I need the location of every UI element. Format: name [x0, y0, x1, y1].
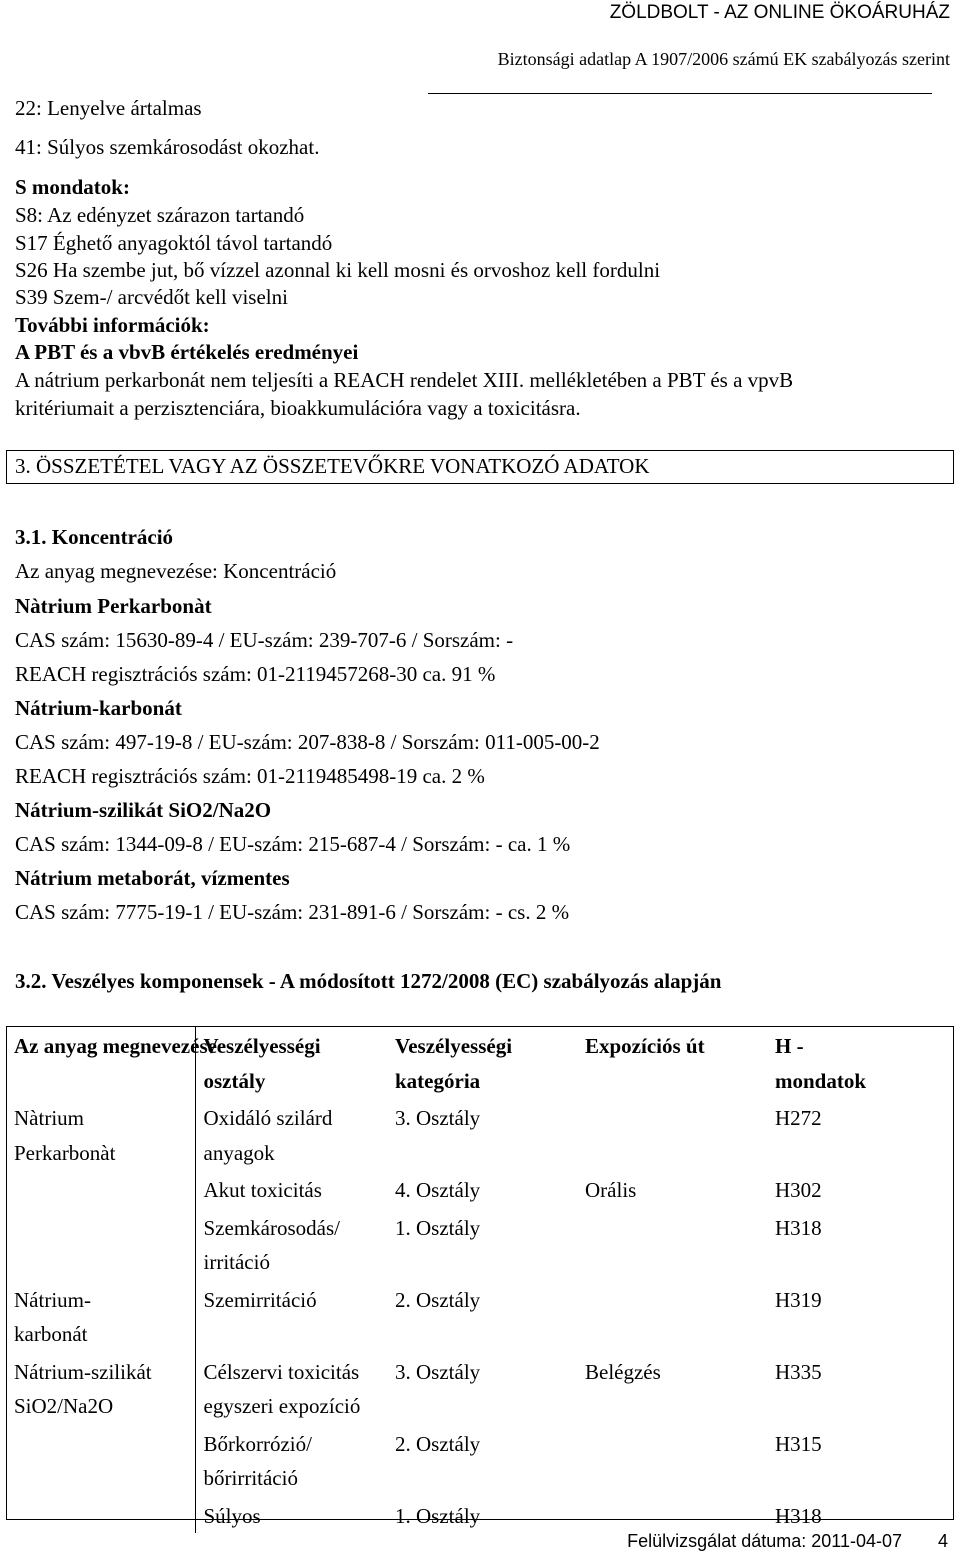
- header-hazard-class: [195, 1026, 387, 1098]
- hazard-category-cell: [387, 1496, 577, 1534]
- header-h-phrases: [767, 1026, 954, 1098]
- hazard-class-cell: [195, 1352, 387, 1424]
- substance-cell: [6, 1496, 195, 1534]
- s-phrases-heading: S mondatok:: [15, 175, 130, 199]
- table-row: [6, 1352, 954, 1424]
- exposure-route-cell: [577, 1496, 767, 1534]
- substance-cell-line: SiO2/Na2O: [14, 1394, 114, 1418]
- h-phrase-cell-line: H315: [775, 1431, 822, 1456]
- hazard-class-cell-line: irritáció: [203, 1250, 270, 1274]
- section-3-1-title: 3.1. Koncentráció: [15, 525, 174, 549]
- hazard-class-cell: [195, 1280, 387, 1352]
- substance-cell: [6, 1170, 195, 1208]
- substance-id-line: CAS szám: 15630-89-4 / EU-szám: 239-707-6 / Sorszám: -: [15, 628, 514, 652]
- hazard-class-cell: [195, 1496, 387, 1534]
- substance-cell: [6, 1098, 195, 1170]
- header-h-phrases-line: mondatok: [775, 1068, 867, 1093]
- header-exposure-route: [577, 1026, 767, 1098]
- substance-name: Nátrium-karbonát: [15, 696, 182, 720]
- hazard-category-cell: [387, 1098, 577, 1170]
- substance-cell-line: Perkarbonàt: [14, 1140, 116, 1165]
- hazard-class-cell-line: Szemirritáció: [203, 1287, 317, 1312]
- table-row: [6, 1496, 954, 1534]
- hazard-class-cell-line: Szemkárosodás/: [203, 1215, 340, 1240]
- hazard-class-cell: [195, 1170, 387, 1208]
- hazard-category-cell: [387, 1208, 577, 1280]
- substance-id-line: REACH regisztrációs szám: 01-2119485498-19 ca. 2 %: [15, 764, 485, 788]
- risk-phrase-41: 41: Súlyos szemkárosodást okozhat.: [15, 135, 320, 159]
- hazard-category-cell: [387, 1280, 577, 1352]
- section-3-2-title: 3.2. Veszélyes komponensek - A módosított 1272/2008 (EC) szabályozás alapján: [15, 969, 722, 993]
- header-exposure-route-line: Expozíciós út: [585, 1034, 705, 1058]
- hazard-category-cell: [387, 1424, 577, 1496]
- hazard-category-cell: [387, 1352, 577, 1424]
- exposure-route-cell: [577, 1208, 767, 1280]
- substance-id-line: CAS szám: 497-19-8 / EU-szám: 207-838-8 / Sorszám: 011-005-00-2: [15, 730, 600, 754]
- hazard-category-cell-line: 2. Osztály: [395, 1431, 481, 1456]
- substance-name: Nàtrium Perkarbonàt: [15, 594, 212, 618]
- h-phrase-cell: [767, 1280, 954, 1352]
- header-hazard-category-line: kategória: [395, 1068, 481, 1093]
- substance-id-line: REACH regisztrációs szám: 01-2119457268-30 ca. 91 %: [15, 662, 496, 686]
- hazard-category-cell-line: 1. Osztály: [395, 1503, 481, 1528]
- h-phrase-cell-line: H302: [775, 1178, 822, 1202]
- header-hazard-category: [387, 1026, 577, 1098]
- h-phrase-cell-line: H318: [775, 1215, 822, 1240]
- hazard-class-cell: [195, 1424, 387, 1496]
- h-phrase-cell-line: H318: [775, 1503, 822, 1528]
- h-phrase-cell-line: H272: [775, 1106, 822, 1130]
- hazard-class-cell-line: anyagok: [203, 1140, 275, 1165]
- hazard-class-cell-line: Bőrkorrózió/: [203, 1431, 312, 1456]
- hazard-category-cell-line: 3. Osztály: [395, 1359, 481, 1384]
- header-hazard-category-line: Veszélyességi: [395, 1034, 513, 1058]
- exposure-route-cell: [577, 1424, 767, 1496]
- substance-id-line: CAS szám: 1344-09-8 / EU-szám: 215-687-4 / Sorszám: - ca. 1 %: [15, 832, 571, 856]
- h-phrase-cell: [767, 1170, 954, 1208]
- table-row: [6, 1098, 954, 1170]
- hazard-class-cell-line: Oxidáló szilárd: [203, 1106, 333, 1130]
- hazard-table: [6, 1026, 955, 1533]
- substance-cell-line: Nátrium-szilikát: [14, 1359, 152, 1384]
- section-3-title: 3. ÖSSZETÉTEL VAGY AZ ÖSSZETEVŐKRE VONATKOZÓ ADATOK: [15, 454, 650, 478]
- substance-name: Nátrium metaborát, vízmentes: [15, 866, 290, 890]
- pbt-heading: A PBT és a vbvB értékelés eredményei: [15, 340, 359, 364]
- h-phrase-cell: [767, 1352, 954, 1424]
- substance-name: Nátrium-szilikát SiO2/Na2O: [15, 798, 272, 822]
- hazard-category-cell-line: 3. Osztály: [395, 1106, 481, 1130]
- hazard-class-cell-line: egyszeri expozíció: [203, 1394, 361, 1418]
- review-date: Felülvizsgálat dátuma: 2011-04-07: [627, 1531, 902, 1551]
- table-header-row: [6, 1026, 954, 1098]
- hazard-class-cell: [195, 1208, 387, 1280]
- exposure-route-cell: [577, 1170, 767, 1208]
- exposure-route-cell-line: Belégzés: [585, 1359, 661, 1384]
- substance-cell-line: Nátrium-: [14, 1287, 91, 1312]
- table-row: [6, 1170, 954, 1208]
- hazard-category-cell-line: 4. Osztály: [395, 1178, 481, 1202]
- hazard-category-cell-line: 2. Osztály: [395, 1287, 481, 1312]
- hazard-class-cell: [195, 1098, 387, 1170]
- hazard-category-cell-line: 1. Osztály: [395, 1215, 481, 1240]
- header-hazard-class-line: osztály: [203, 1068, 266, 1093]
- substance-cell: [6, 1352, 195, 1424]
- hazard-class-cell-line: Súlyos: [203, 1503, 261, 1528]
- header-rule: [428, 93, 932, 94]
- hazard-class-cell-line: Akut toxicitás: [203, 1178, 322, 1202]
- substance-name-line: Az anyag megnevezése: Koncentráció: [15, 559, 337, 583]
- s-phrase-s26: S26 Ha szembe jut, bő vízzel azonnal ki kell mosni és orvoshoz kell fordulni: [15, 258, 661, 282]
- header-h-phrases-line: H -: [775, 1034, 804, 1058]
- section-3-title-box: [6, 450, 954, 484]
- footer: [627, 1531, 948, 1552]
- s-phrase-s39: S39 Szem-/ arcvédőt kell viselni: [15, 285, 288, 309]
- header-hazard-class-line: Veszélyességi: [203, 1034, 321, 1058]
- pbt-text-line-1: A nátrium perkarbonát nem teljesíti a REACH rendelet XIII. mellékletében a PBT és a vpvB: [15, 368, 794, 392]
- h-phrase-cell: [767, 1496, 954, 1534]
- substance-cell-line: Nàtrium: [14, 1106, 84, 1130]
- substance-cell: [6, 1208, 195, 1280]
- exposure-route-cell: [577, 1352, 767, 1424]
- table-row: [6, 1208, 954, 1280]
- substance-cell: [6, 1424, 195, 1496]
- exposure-route-cell: [577, 1280, 767, 1352]
- s-phrase-s8: S8: Az edényzet szárazon tartandó: [15, 203, 305, 227]
- header-doc-type: Biztonsági adatlap A 1907/2006 számú EK szabályozás szerint: [497, 49, 950, 69]
- h-phrase-cell-line: H335: [775, 1359, 822, 1384]
- substance-cell: [6, 1280, 195, 1352]
- table-row: [6, 1280, 954, 1352]
- h-phrase-cell-line: H319: [775, 1287, 822, 1312]
- hazard-class-cell-line: Célszervi toxicitás: [203, 1359, 360, 1384]
- substance-cell-line: karbonát: [14, 1322, 88, 1346]
- table-row: [6, 1424, 954, 1496]
- h-phrase-cell: [767, 1208, 954, 1280]
- header-company: ZÖLDBOLT - AZ ONLINE ÖKOÁRUHÁZ: [609, 2, 950, 23]
- header-substance: [6, 1026, 217, 1098]
- hazard-class-cell-line: bőrirritáció: [203, 1466, 298, 1490]
- further-info-heading: További információk:: [15, 313, 210, 337]
- risk-phrase-22: 22: Lenyelve ártalmas: [15, 96, 202, 120]
- substance-id-line: CAS szám: 7775-19-1 / EU-szám: 231-891-6 / Sorszám: - cs. 2 %: [15, 900, 570, 924]
- exposure-route-cell-line: Orális: [585, 1178, 637, 1202]
- s-phrase-s17: S17 Éghető anyagoktól távol tartandó: [15, 231, 333, 255]
- pbt-text-line-2: kritériumait a perzisztenciára, bioakkumulációra vagy a toxicitásra.: [15, 396, 581, 420]
- h-phrase-cell: [767, 1424, 954, 1496]
- header-substance-line: Az anyag megnevezése: [14, 1034, 217, 1058]
- page-number: 4: [937, 1531, 948, 1551]
- h-phrase-cell: [767, 1098, 954, 1170]
- exposure-route-cell: [577, 1098, 767, 1170]
- hazard-category-cell: [387, 1170, 577, 1208]
